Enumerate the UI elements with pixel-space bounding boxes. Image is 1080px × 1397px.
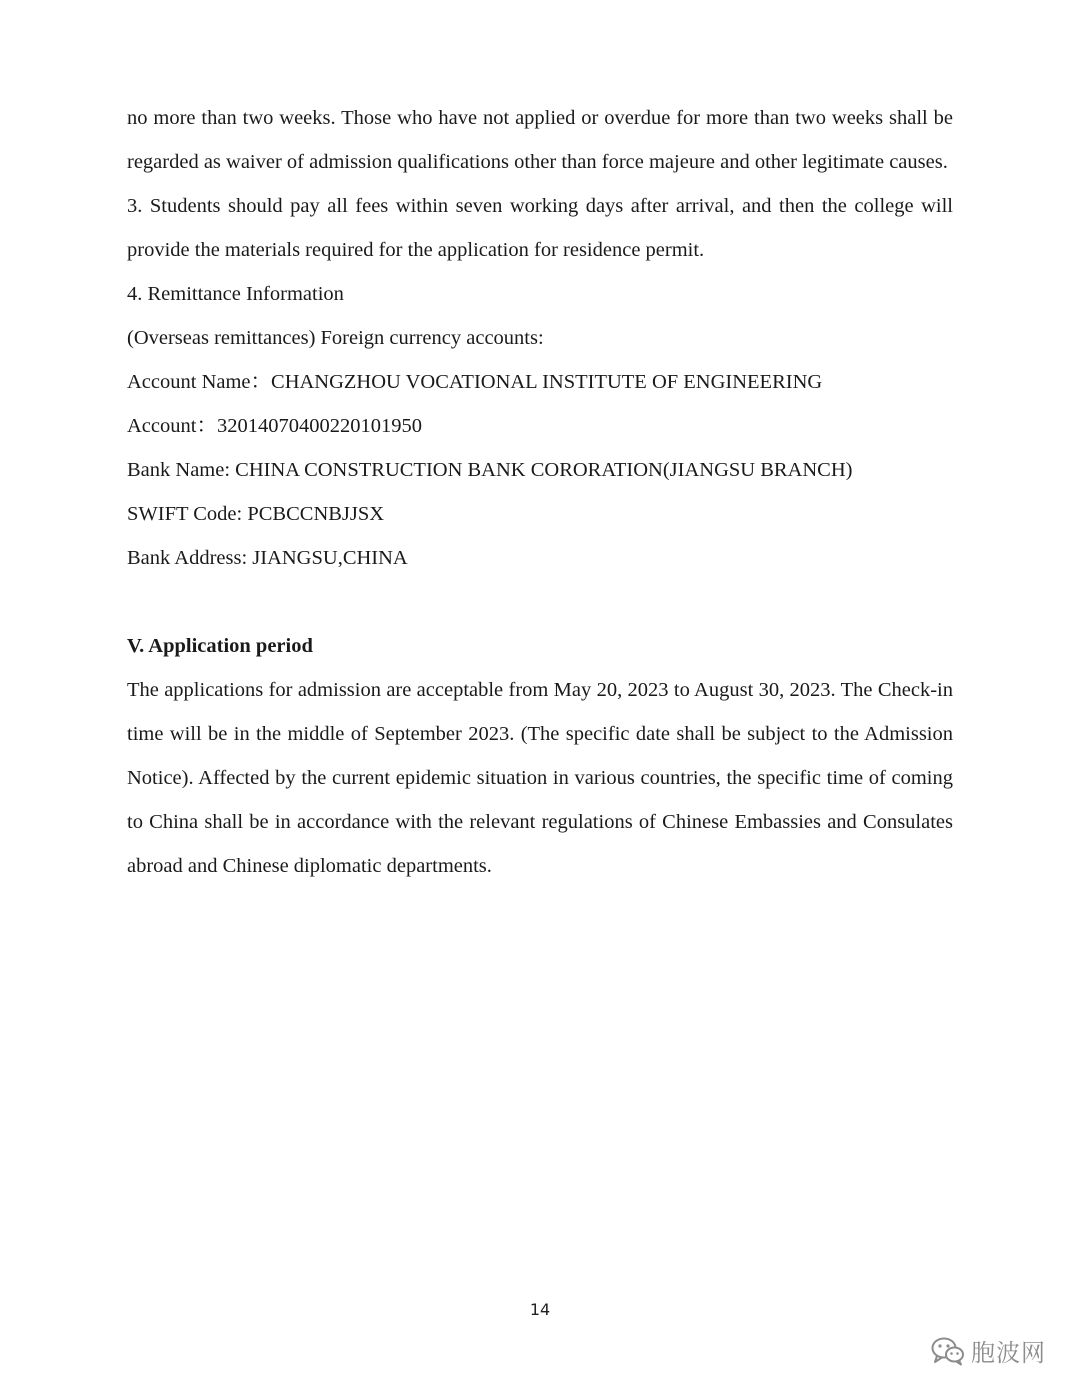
watermark (931, 1333, 1046, 1368)
bank-address-line: Bank Address: JIANGSU,CHINA (127, 547, 408, 569)
overseas-remittance-line: (Overseas remittances) Foreign currency accounts: (127, 327, 544, 349)
page-content (127, 96, 953, 888)
item-4-heading: 4. Remittance Information (127, 283, 344, 305)
section-v-body: The applications for admission are acceptable from May 20, 2023 to August 30, 2023. The Check-in time will be in the middle of September 2023. (The specific date shall be subject to the Admission Notice). Affected by the current epidemic situation in various countries, the specific time of coming to China shall be in accordance with the relevant regulations of Chinese Embassies and Consulates abroad and Chinese diplomatic departments. (127, 679, 953, 877)
account-number-line: Account：32014070400220101950 (127, 415, 422, 437)
bank-name-line: Bank Name: CHINA CONSTRUCTION BANK CORORATION(JIANGSU BRANCH) (127, 459, 853, 481)
wechat-icon (931, 1336, 965, 1366)
account-name-line: Account Name：CHANGZHOU VOCATIONAL INSTITUTE OF ENGINEERING (127, 371, 823, 393)
swift-code-line: SWIFT Code: PCBCCNBJJSX (127, 503, 385, 525)
section-spacer (127, 580, 953, 624)
section-v-heading: V. Application period (127, 635, 313, 657)
page-number: 14 (529, 1300, 551, 1319)
continuation-paragraph: no more than two weeks. Those who have not applied or overdue for more than two weeks shall be regarded as waiver of admission qualifications other than force majeure and other legitimate causes. (127, 107, 953, 173)
item-3-paragraph: 3. Students should pay all fees within seven working days after arrival, and then the college will provide the materials required for the application for residence permit. (127, 195, 953, 261)
watermark-text: 胞波网 (971, 1339, 1046, 1367)
